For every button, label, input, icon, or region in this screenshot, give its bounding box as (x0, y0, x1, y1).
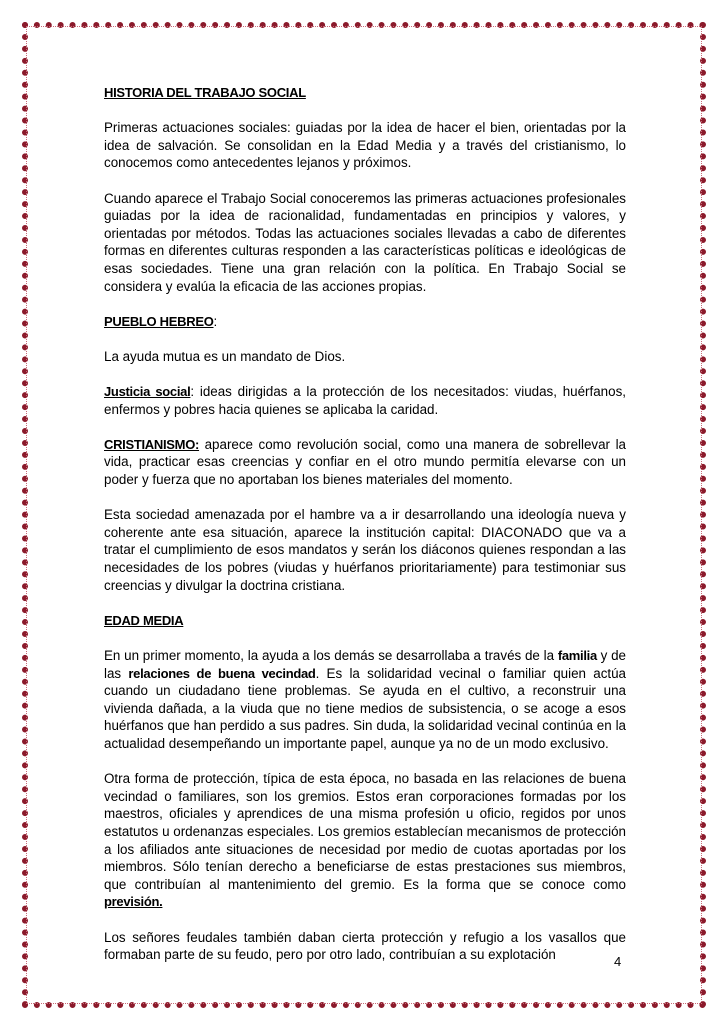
document-title: HISTORIA DEL TRABAJO SOCIAL (104, 85, 306, 100)
cristianismo-paragraph-2: Esta sociedad amenazada por el hambre va a ir desarrollando una ideología nueva y coherente ante esa situación, aparece la institución capital: DIACONADO que va a tratar el cumplimiento de esos mandatos y serán los diáconos quienes respondan a las necesidades de los pobres (viudas y huérfanos prioritariamente) para testimoniar sus creencias y divulgar la doctrina cristiana. (104, 507, 626, 593)
hebreo-colon: : (213, 313, 218, 329)
cristianismo-paragraph (104, 436, 626, 489)
edad-media-paragraph-1 (104, 647, 626, 753)
page-number: 4 (614, 954, 622, 969)
edad-p1-text-c: . Es la solidaridad vecinal o familiar quien actúa cuando un ciudadano tiene problemas. Se ayuda en el cultivo, a reconstruir una vivienda dañada, a la viuda que no tiene medios de subsistencia, o se acoge a esos huérfanos que han perdido a sus padres. Sin duda, la solidaridad vecinal continúa en la actualidad desempeñando un importante papel, aunque ya no de un modo exclusivo. (104, 665, 627, 751)
hebreo-paragraph: La ayuda mutua es un mandato de Dios. (104, 348, 346, 364)
prevision-term: previsión. (104, 894, 163, 910)
document-body (104, 84, 626, 981)
justicia-paragraph (104, 383, 626, 418)
hebreo-heading: PUEBLO HEBREO (104, 313, 214, 329)
intro-paragraph-2: Cuando aparece el Trabajo Social conoceremos las primeras actuaciones profesionales guiadas por la idea de racionalidad, fundamentadas en principios y valores, y orientadas por métodos. Todas las actuaciones sociales llevadas a cabo de diferentes formas en diferentes culturas responden a las características políticas e ideológicas de esas sociedades. Tiene una gran relación con la política. En Trabajo Social se considera y evalúa la eficacia de las acciones propias. (104, 190, 626, 294)
cristianismo-label: CRISTIANISMO: (104, 436, 200, 452)
justicia-label: Justicia social (104, 384, 191, 400)
edad-p1-text-a: En un primer momento, la ayuda a los demás se desarrollaba a través de la (104, 648, 558, 663)
familia-term: familia (557, 648, 597, 663)
edad-media-heading: EDAD MEDIA (104, 612, 184, 628)
edad-media-paragraph-3: Los señores feudales también daban cierta protección y refugio a los vasallos que formaban parte de su feudo, pero por otro lado, contribuían a su explotación (104, 929, 626, 963)
cristianismo-text: aparece como revolución social, como una manera de sobrellevar la vida, practicar esas creencias y confiar en el otro mundo permitía elevarse con un poder y fuerza que no aportaban los bienes materiales del momento. (104, 436, 626, 488)
justicia-text: : ideas dirigidas a la protección de los necesitados: viudas, huérfanos, enfermos y pobres hacia quienes se aplicaba la caridad. (104, 384, 626, 417)
intro-paragraph-1: Primeras actuaciones sociales: guiadas por la idea de hacer el bien, orientadas por la idea de salvación. Se consolidan en la Edad Media y a través del cristianismo, lo conocemos como antecedentes lejanos y próximos. (104, 120, 626, 171)
edad-p2-text: Otra forma de protección, típica de esta época, no basada en las relaciones de buena vecindad o familiares, son los gremios. Estos eran corporaciones formadas por los maestros, oficiales y aprendices de una misma profesión u oficio, regidos por unos estatutos u ordenanzas especiales. Los gremios establecían mecanismos de protección a los afiliados ante situaciones de necesidad por medio de cuotas aportadas por los miembros. Sólo tenían derecho a beneficiarse de estas prestaciones sus miembros, que contribuían al mantenimiento del gremio. Es la forma que se conoce como (104, 771, 626, 892)
edad-p1-text-b: y de las (104, 648, 627, 681)
section-heading-hebreo (104, 313, 626, 331)
relaciones-term: relaciones de buena vecindad (128, 665, 316, 681)
edad-media-paragraph-2 (104, 770, 626, 911)
